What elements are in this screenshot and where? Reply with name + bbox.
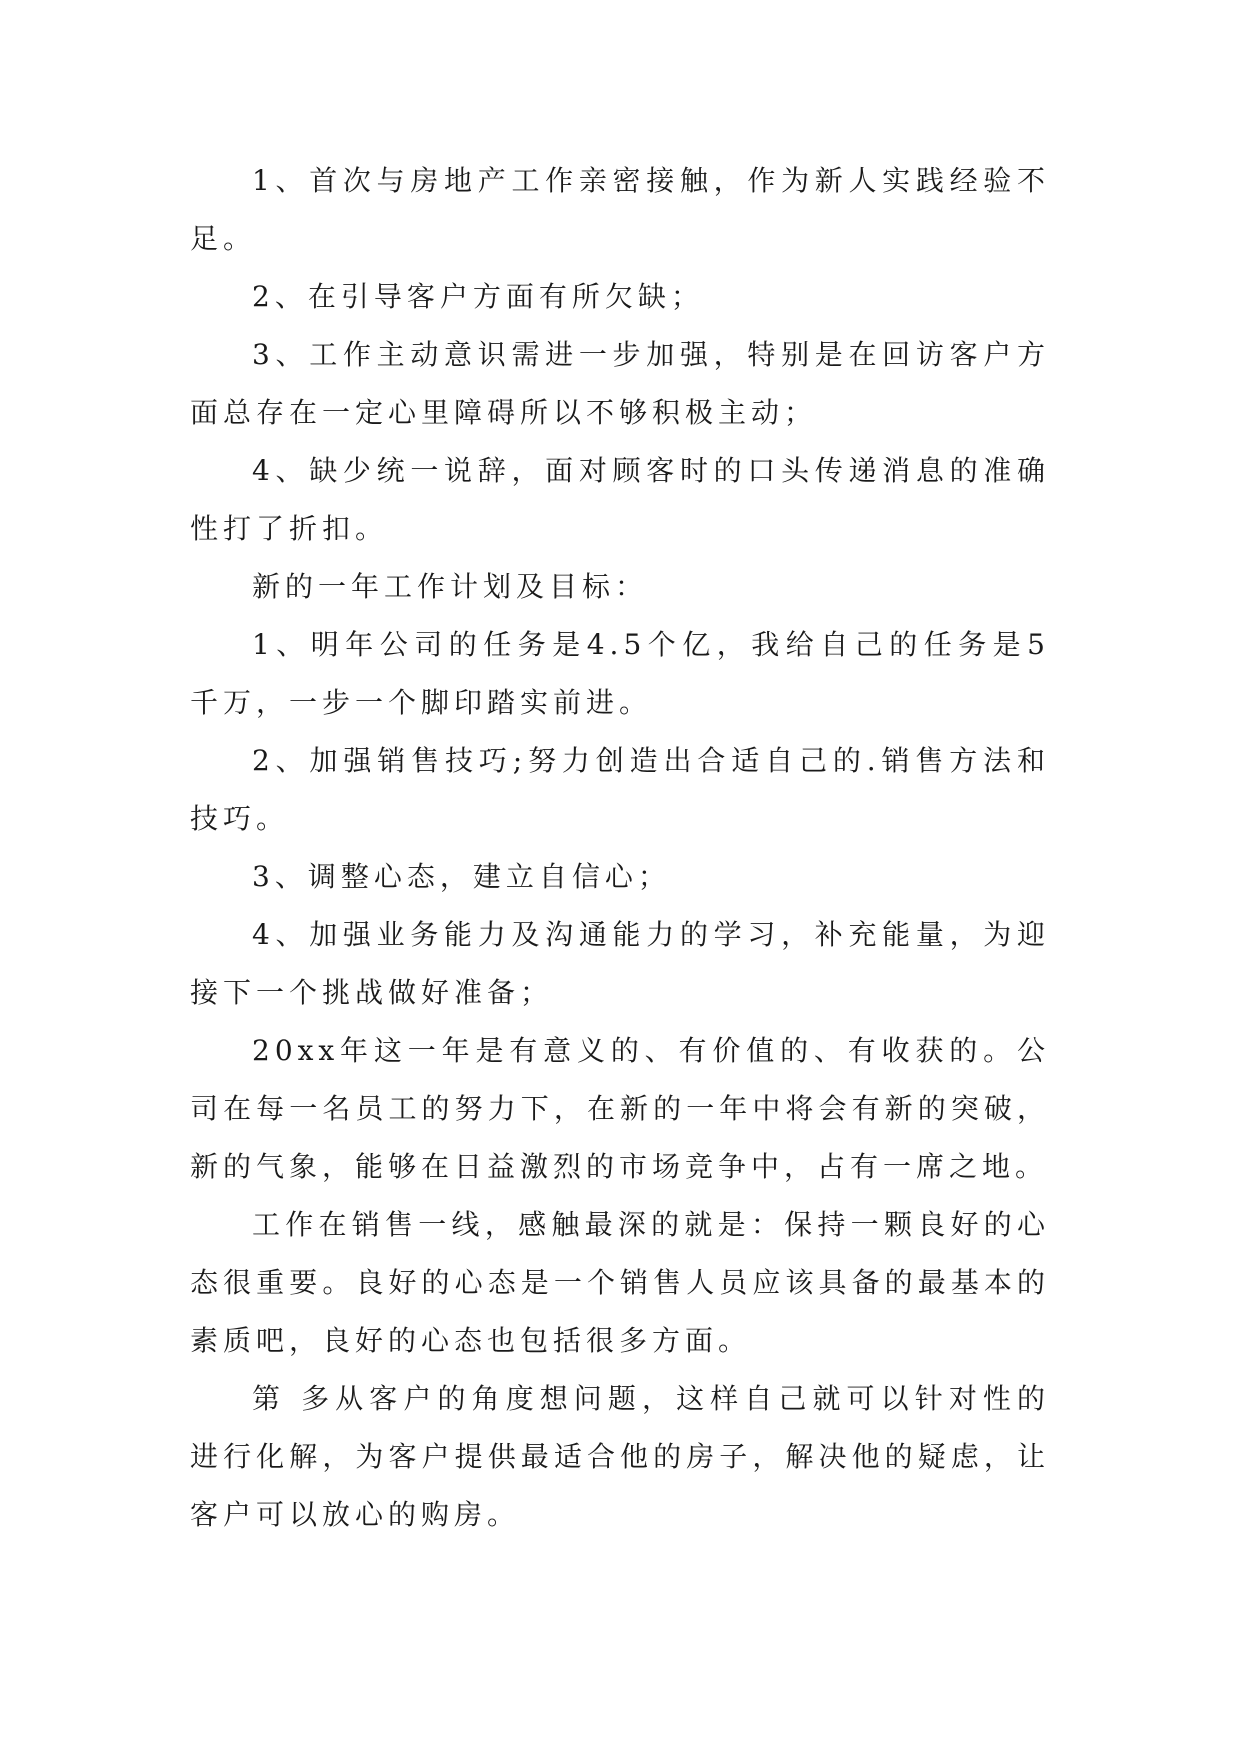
paragraph-problem-2: 2、在引导客户方面有所欠缺； <box>252 280 704 313</box>
paragraph-plan-4: 4、加强业务能力及沟通能力的学习，补充能量，为迎接下一个挑战做好准备； <box>190 918 1050 1009</box>
paragraph-plan-3: 3、调整心态，建立自信心； <box>252 860 671 893</box>
paragraph-problem-3: 3、工作主动意识需进一步加强，特别是在回访客户方面总存在一定心里障碍所以不够积极主动； <box>190 338 1050 429</box>
section-heading-plan: 新的一年工作计划及目标： <box>252 570 649 603</box>
paragraph-mindset: 工作在销售一线，感触最深的就是：保持一颗良好的心态很重要。良好的心态是一个销售人员应该具备的最基本的素质吧，良好的心态也包括很多方面。 <box>190 1208 1050 1357</box>
paragraph-plan-2: 2、加强销售技巧;努力创造出合适自己的.销售方法和技巧。 <box>190 744 1050 835</box>
paragraph-problem-4: 4、缺少统一说辞，面对顾客时的口头传递消息的准确性打了折扣。 <box>190 454 1050 545</box>
paragraph-year-summary: 20xx年这一年是有意义的、有价值的、有收获的。公司在每一名员工的努力下，在新的一年中将会有新的突破，新的气象，能够在日益激烈的市场竞争中，占有一席之地。 <box>190 1034 1050 1183</box>
paragraph-problem-1: 1、首次与房地产工作亲密接触，作为新人实践经验不足。 <box>190 164 1050 255</box>
document-page <box>190 152 1050 1544</box>
paragraph-plan-1: 1、明年公司的任务是4.5个亿，我给自己的任务是5千万，一步一个脚印踏实前进。 <box>190 628 1050 719</box>
paragraph-customer-view: 第 多从客户的角度想问题，这样自己就可以针对性的进行化解，为客户提供最适合他的房子，解决他的疑虑，让客户可以放心的购房。 <box>190 1382 1050 1531</box>
